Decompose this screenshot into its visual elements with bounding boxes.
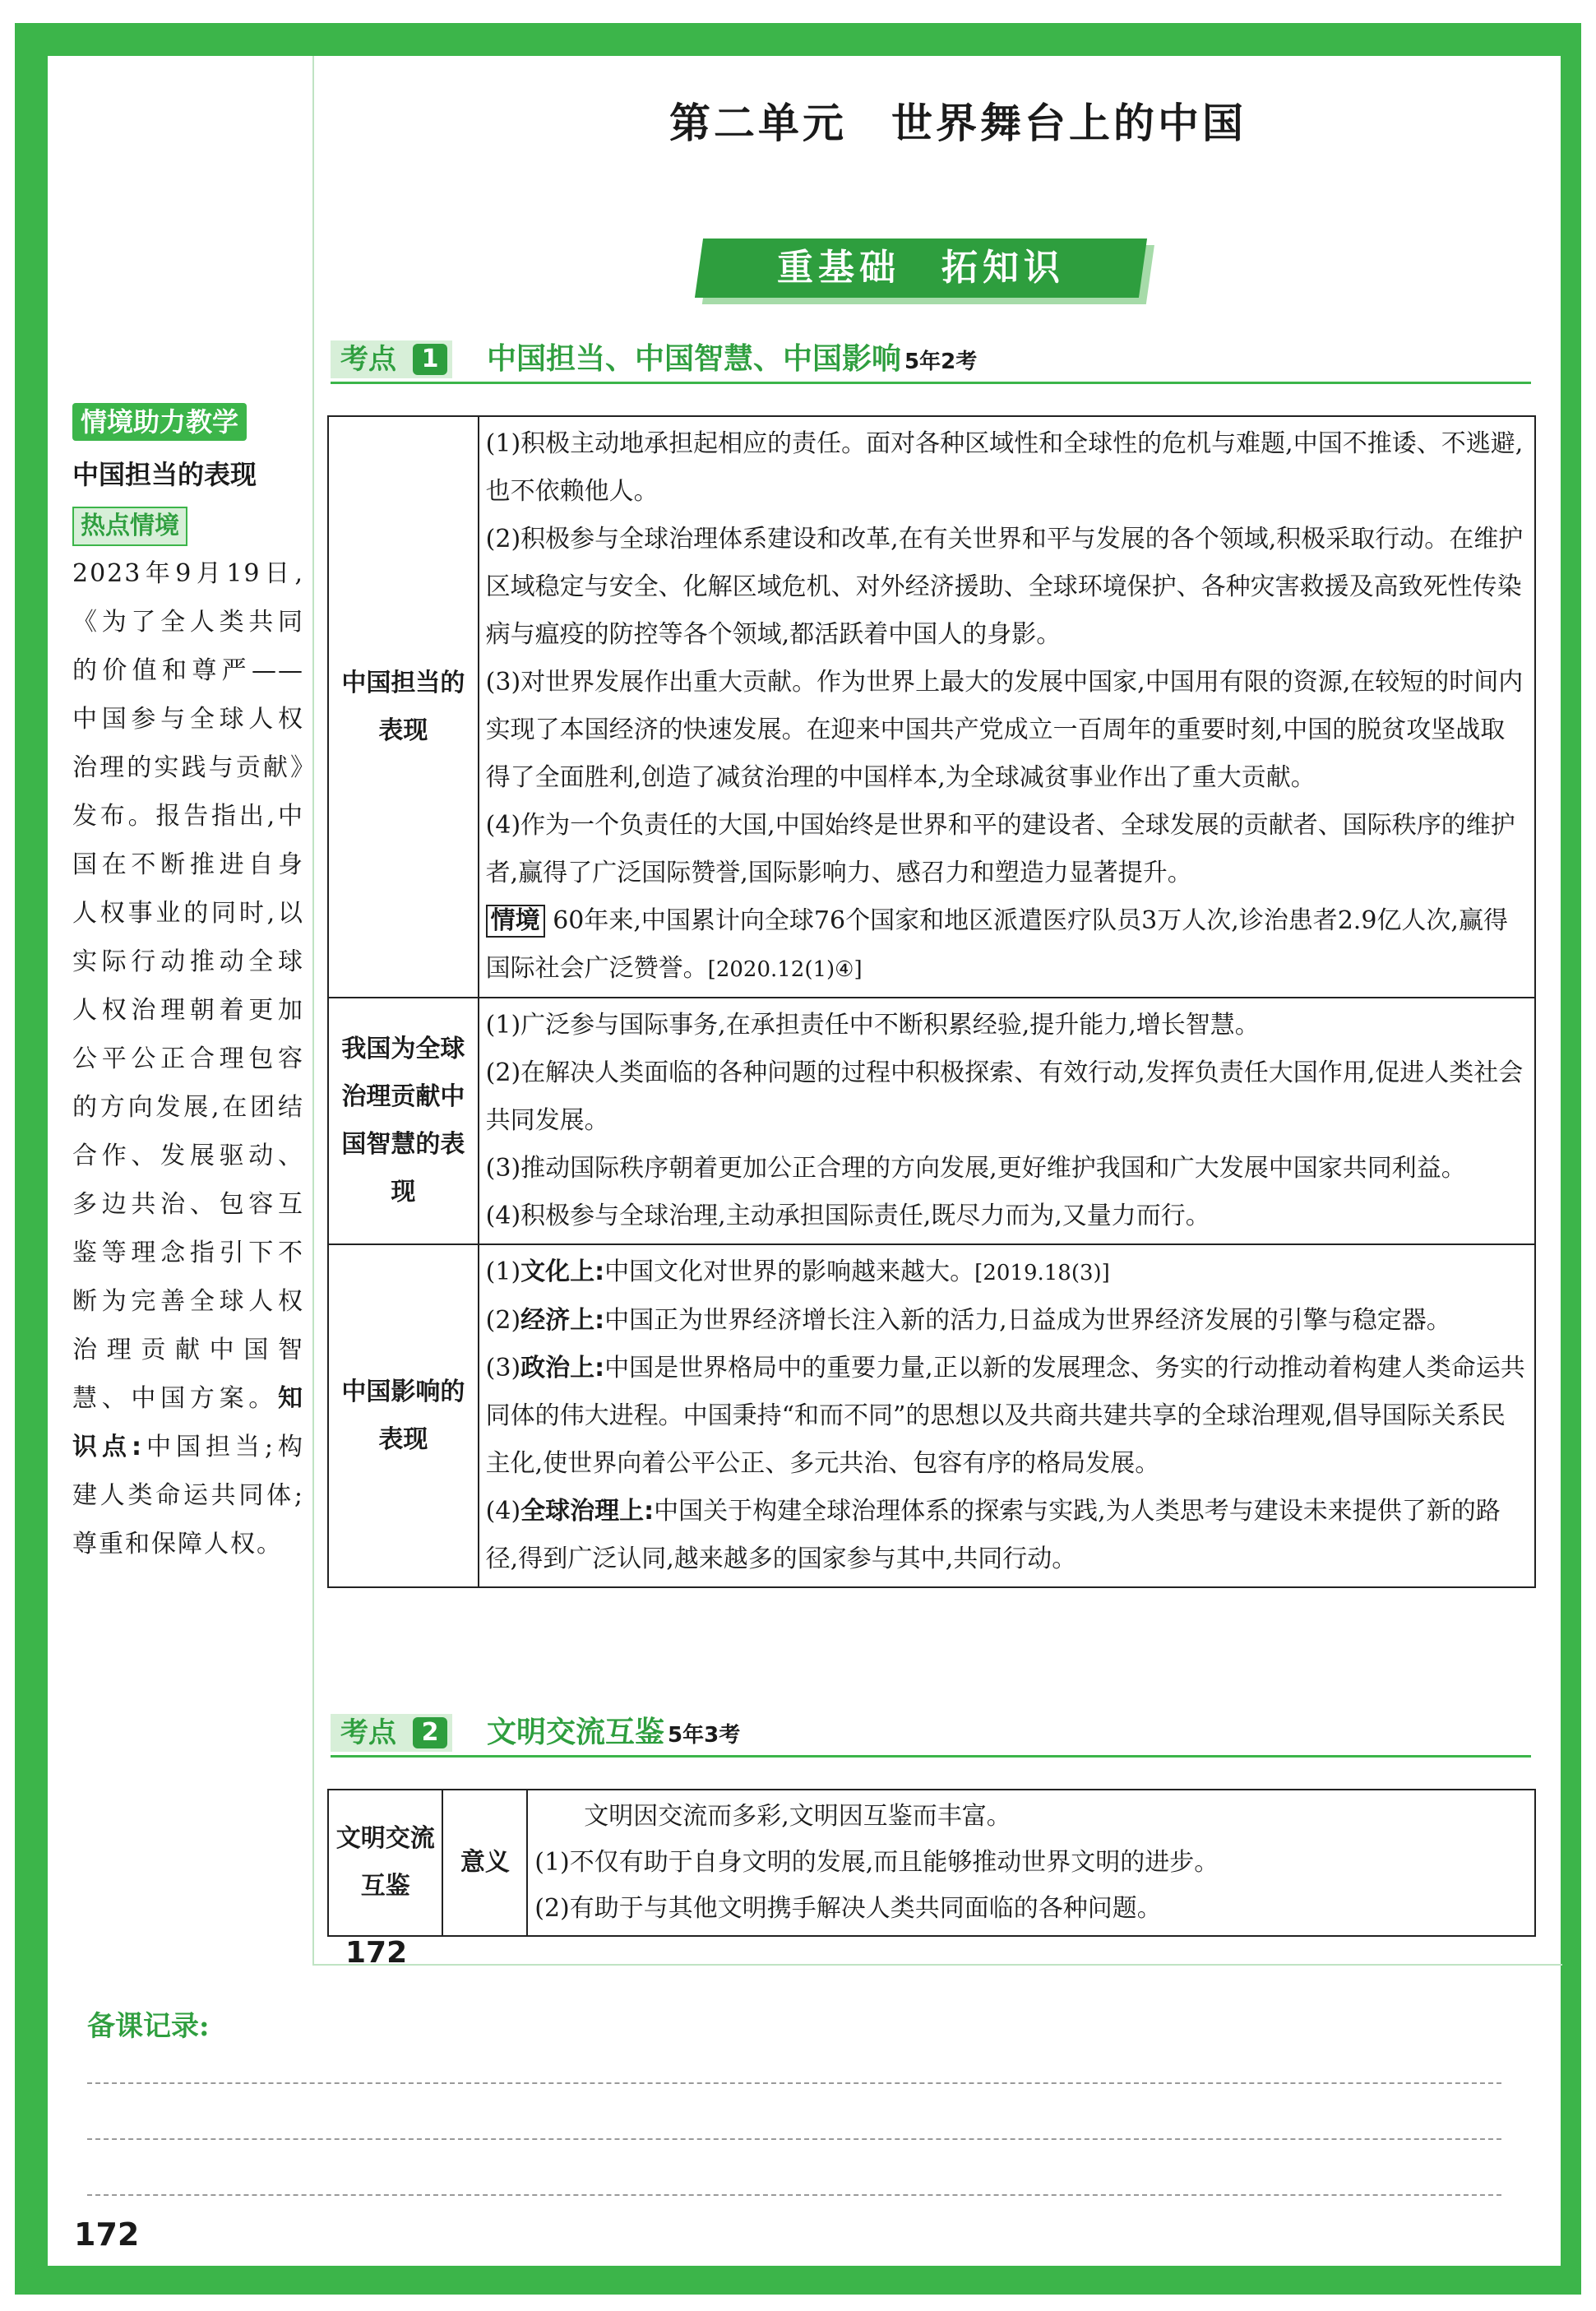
sidebar-badge: 情境助力教学 — [72, 403, 247, 441]
sidebar-kp-label: 知识点: — [72, 1384, 304, 1461]
kaodian-1-count: 5年2考 — [904, 350, 978, 374]
sidebar-kp-text: 中国担当;构建人类命运共同体;尊重和保障人权。 — [72, 1433, 305, 1558]
table-row — [328, 1244, 1535, 1587]
kaodian-1-title: 中国担当、中国智慧、中国影响 5年2考 — [487, 342, 978, 376]
content-para: (2)在解决人类面临的各种问题的过程中积极探索、有效行动,发挥负责任大国作用,促进人类社会共同发展。 — [485, 1058, 1524, 1135]
sidebar-tag: 热点情境 — [72, 507, 187, 546]
row-head: 中国担当的表现 — [328, 416, 479, 998]
content-para: (1)不仅有助于自身文明的发展,而且能够推动世界文明的进步。 — [534, 1848, 1219, 1877]
table-row — [328, 998, 1535, 1244]
note-line — [87, 2138, 1501, 2140]
exam-source: [2020.12(1)④] — [707, 957, 863, 982]
table-kaodian-1 — [327, 415, 1536, 1588]
kaodian-1-label: 考点 — [340, 343, 396, 376]
content-para: (2)积极参与全球治理体系建设和改革,在有关世界和平与发展的各个领域,积极采取行动。在维护区域稳定与安全、化解区域危机、对外经济援助、全球环境保护、各种灾害救援及高致死性传染病与瘟疫的防控等各个领域,都活跃着中国人的身影。 — [485, 525, 1524, 649]
content-para: 文明因交流而多彩,文明因互鉴而丰富。 — [584, 1802, 1011, 1831]
table-kaodian-2 — [327, 1789, 1536, 1937]
kaodian-1-number: 1 — [413, 344, 447, 375]
qingjing-tag: 情境 — [486, 905, 545, 938]
row-content — [479, 998, 1535, 1244]
item-key: 经济上: — [520, 1306, 605, 1335]
qingjing-text: 60年来,中国累计向全球76个国家和地区派遣医疗队员3万人次,诊治患者2.9亿人次,赢得国际社会广泛赞誉。 — [485, 906, 1508, 983]
green-border-bottom — [15, 2266, 1581, 2295]
kaodian-2-bar — [331, 1711, 1531, 1758]
qingjing-para — [486, 897, 1528, 993]
table-row — [328, 416, 1535, 998]
note-line — [87, 2194, 1501, 2196]
green-border-right — [1561, 23, 1581, 2295]
kaodian-2-count: 5年3考 — [668, 1723, 741, 1748]
sidebar-divider — [312, 56, 314, 1964]
content-para: (4)作为一个负责任的大国,中国始终是世界和平的建设者、全球发展的贡献者、国际秩序的维护者,赢得了广泛国际赞誉,国际影响力、感召力和塑造力显著提升。 — [485, 811, 1515, 887]
notes-divider — [312, 1964, 1562, 1966]
row-head: 文明交流互鉴 — [328, 1790, 442, 1936]
content-para: (3)政治上:中国是世界格局中的重要力量,正以新的发展理念、务实的行动推动着构建人类命运共同体的伟大进程。中国秉持“和而不同”的思想以及共商共建共享的全球治理观,倡导国际关系民主化,使世界向着公平公正、多元共治、包容有序的格局发展。 — [485, 1354, 1525, 1478]
content-para: (1)广泛参与国际事务,在承担责任中不断积累经验,提升能力,增长智慧。 — [485, 1011, 1260, 1040]
row-content — [479, 1244, 1535, 1587]
row-content — [479, 416, 1535, 998]
row-subhead: 意义 — [442, 1790, 527, 1936]
row-head: 我国为全球治理贡献中国智慧的表现 — [328, 998, 479, 1244]
section-banner: 重基础 拓知识 — [777, 247, 1065, 289]
row-head: 中国影响的表现 — [328, 1244, 479, 1587]
note-line — [87, 2082, 1501, 2084]
content-para: (1)积极主动地承担起相应的责任。面对各种区域性和全球性的危机与难题,中国不推诿、不逃避,也不依赖他人。 — [485, 429, 1524, 506]
content-para: (4)全球治理上:中国关于构建全球治理体系的探索与实践,为人类思考与建设未来提供了新的路径,得到广泛认同,越来越多的国家参与其中,共同行动。 — [485, 1497, 1501, 1573]
unit-title: 第二单元 世界舞台上的中国 — [669, 100, 1247, 147]
exam-source: [2019.18(3)] — [974, 1261, 1110, 1285]
green-border-top — [15, 23, 1581, 56]
page-number-outer: 172 — [74, 2216, 140, 2253]
content-para: (3)推动国际秩序朝着更加公正合理的方向发展,更好维护我国和广大发展中国家共同利益。 — [485, 1154, 1466, 1183]
kaodian-2-title: 文明交流互鉴 5年3考 — [487, 1716, 741, 1749]
content-para: (4)积极参与全球治理,主动承担国际责任,既尽力而为,又量力而行。 — [485, 1202, 1210, 1230]
sidebar-heading: 中国担当的表现 — [72, 459, 257, 490]
kaodian-1-bar — [331, 337, 1531, 384]
item-key: 文化上: — [520, 1257, 605, 1286]
table-row — [328, 1790, 1535, 1936]
content-para: (1)文化上:中国文化对世界的影响越来越大。[2019.18(3)] — [485, 1257, 1110, 1286]
content-para: (2)经济上:中国正为世界经济增长注入新的活力,日益成为世界经济发展的引擎与稳定器。 — [485, 1306, 1451, 1335]
notes-label: 备课记录: — [87, 2010, 210, 2043]
green-border-left — [15, 23, 48, 2295]
kaodian-2-label: 考点 — [340, 1716, 396, 1749]
sidebar-text: 2023年9月19日,《为了全人类共同的价值和尊严——中国参与全球人权治理的实践与贡献》发布。报告指出,中国在不断推进自身人权事业的同时,以实际行动推动全球人权治理朝着更加公平公正合理包容的方向发展,在团结合作、发展驱动、多边共治、包容互鉴等理念指引下不断为完善全球人权治理贡献中国智慧、中国方案。知识点:中国担当;构建人类命运共同体;尊重和保障人权。 — [72, 559, 305, 1558]
item-key: 政治上: — [520, 1354, 605, 1382]
item-key: 全球治理上: — [520, 1497, 655, 1526]
content-para: (2)有助于与其他文明携手解决人类共同面临的各种问题。 — [534, 1894, 1162, 1923]
content-para: (3)对世界发展作出重大贡献。作为世界上最大的发展中国家,中国用有限的资源,在较短的时间内实现了本国经济的快速发展。在迎来中国共产党成立一百周年的重要时刻,中国的脱贫攻坚战取得了全面胜利,创造了减贫治理的中国样本,为全球减贫事业作出了重大贡献。 — [485, 668, 1524, 792]
row-content — [527, 1790, 1535, 1936]
kaodian-2-number: 2 — [413, 1717, 447, 1748]
page-number-inner: 172 — [345, 1936, 408, 1970]
